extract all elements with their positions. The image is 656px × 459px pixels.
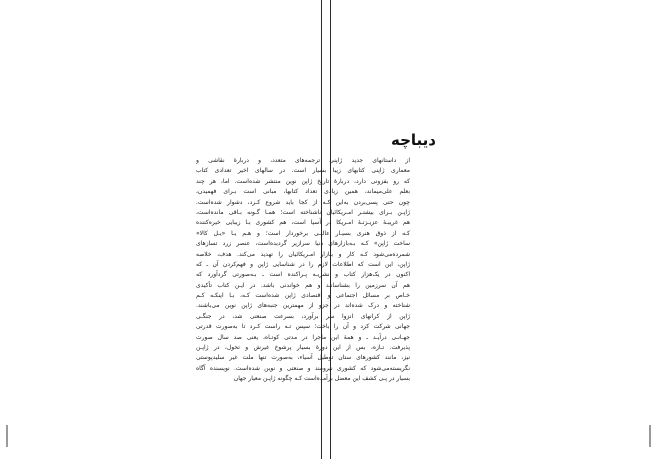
text-line: جهـانـی درآیـد ـ و همهٔ این ماجرا در مدتی کوتـاه، یعنی صد سال صورت	[196, 333, 410, 341]
right-page	[196, 0, 656, 459]
text-line: معماری ژاپنی کتابهای زیبا بسیار است. در سالهای اخیر تعدادی کتاب	[196, 167, 410, 175]
text-line: ژاپن از کرانهای انزوا سر برآورد، بسرعت صنعتی شد، در جنگـی	[196, 312, 410, 320]
text-line: از داستانهای جدید ژاپنی ترجمه‌های متعدد، و دربارهٔ نقاشی و	[196, 157, 410, 164]
text-line: نگریسته‌می‌شود که کشوری نیرومند و صنعتی و نوین شده‌است. نویسنده آگاه	[196, 364, 410, 372]
text-line: پذیرفت. تـازه، بس از این دورهٔ بسیار پرشوخ غیرش و تحول، در ژاپـن	[196, 344, 410, 352]
text-line: شناخته و درک شده‌اند در جزو از مهمترین جنبه‌های ژاپن نوین می‌باشند.	[196, 302, 410, 310]
text-line: هم آن سرزمین را بشناسانـد و هم خواندنی باشد. در ایـن کتاب تأکیدی	[196, 281, 410, 289]
text-line: که رو بفزونی دارد، دربارهٔ تاریخ ژاپن نوین منتشر شده‌است. اما، هر چند	[196, 177, 410, 185]
text-line: بسیار در پـی کشف این معضل برآمده‌است کـه چگونه ژاپـن معیار جهان	[233, 375, 410, 383]
page-edge-mark	[6, 425, 8, 447]
text-line: شمرده‌می‌شود کـه کار و بـازار امـریکائیان را تهدید می‌کند. هدف، خلاصه	[196, 250, 410, 258]
text-line: هم غریبـهٔ عزیـزتـهٔ امـریکا در آسیا است، هم کشوری بـا زیبایی خیره‌کننده	[196, 219, 410, 227]
text-line: چون حتی پسی‌بردن به‌این کـه از کجا باید شروع کـرد، دشوار شده‌است.	[196, 198, 410, 206]
text-line: ژاپـن بـرای بیشتـر امـریکائیان ناشناخته است؛ همـا گـونه بـاقی مانده‌است،	[196, 208, 410, 216]
text-line: کـه از ذوق هنری بسیـار عالیـی برخوردار است؛ و هـم یـا «یـل کالا»	[196, 229, 410, 237]
text-line: ژاپن، این است که اطلاعات لازم را در شناسایی ژاپن و فهم‌کردن آن ـ که	[196, 260, 410, 268]
body-text	[196, 156, 410, 385]
chapter-title: دیباچه	[391, 131, 436, 149]
text-line: ساخت ژاپن» کـه بـه‌بازارهای دنیا سرازیر گردیده‌است، عنصر زرد تسازهای	[196, 240, 410, 248]
text-line: جهانی شرکت کرد و آن را باخت؛ سپس تـه راست کـرد تا به‌صورت قدرتی	[196, 323, 410, 331]
text-line: اکنون در یک‌هزار کتاب و نشریـه پـراکنده است ـ بـه‌صورتی گردآورد که	[196, 271, 410, 279]
page-edge-mark	[649, 425, 651, 447]
text-line: نیز، مانند کشورهای ستان توطیل آسیاء، به‌صورت تنها ملت غیر سلیدپوستی	[196, 354, 410, 362]
text-line: خـاص بر مسائل اجتماعی و اقتصادی ژاپن شده‌است کـه، بـا اینکـه کـم	[196, 292, 410, 300]
text-line: بعلم علی‌میماند، همین زیادی تعداد کتابها، مبانی است بـرای فهمیدن،	[196, 188, 410, 196]
